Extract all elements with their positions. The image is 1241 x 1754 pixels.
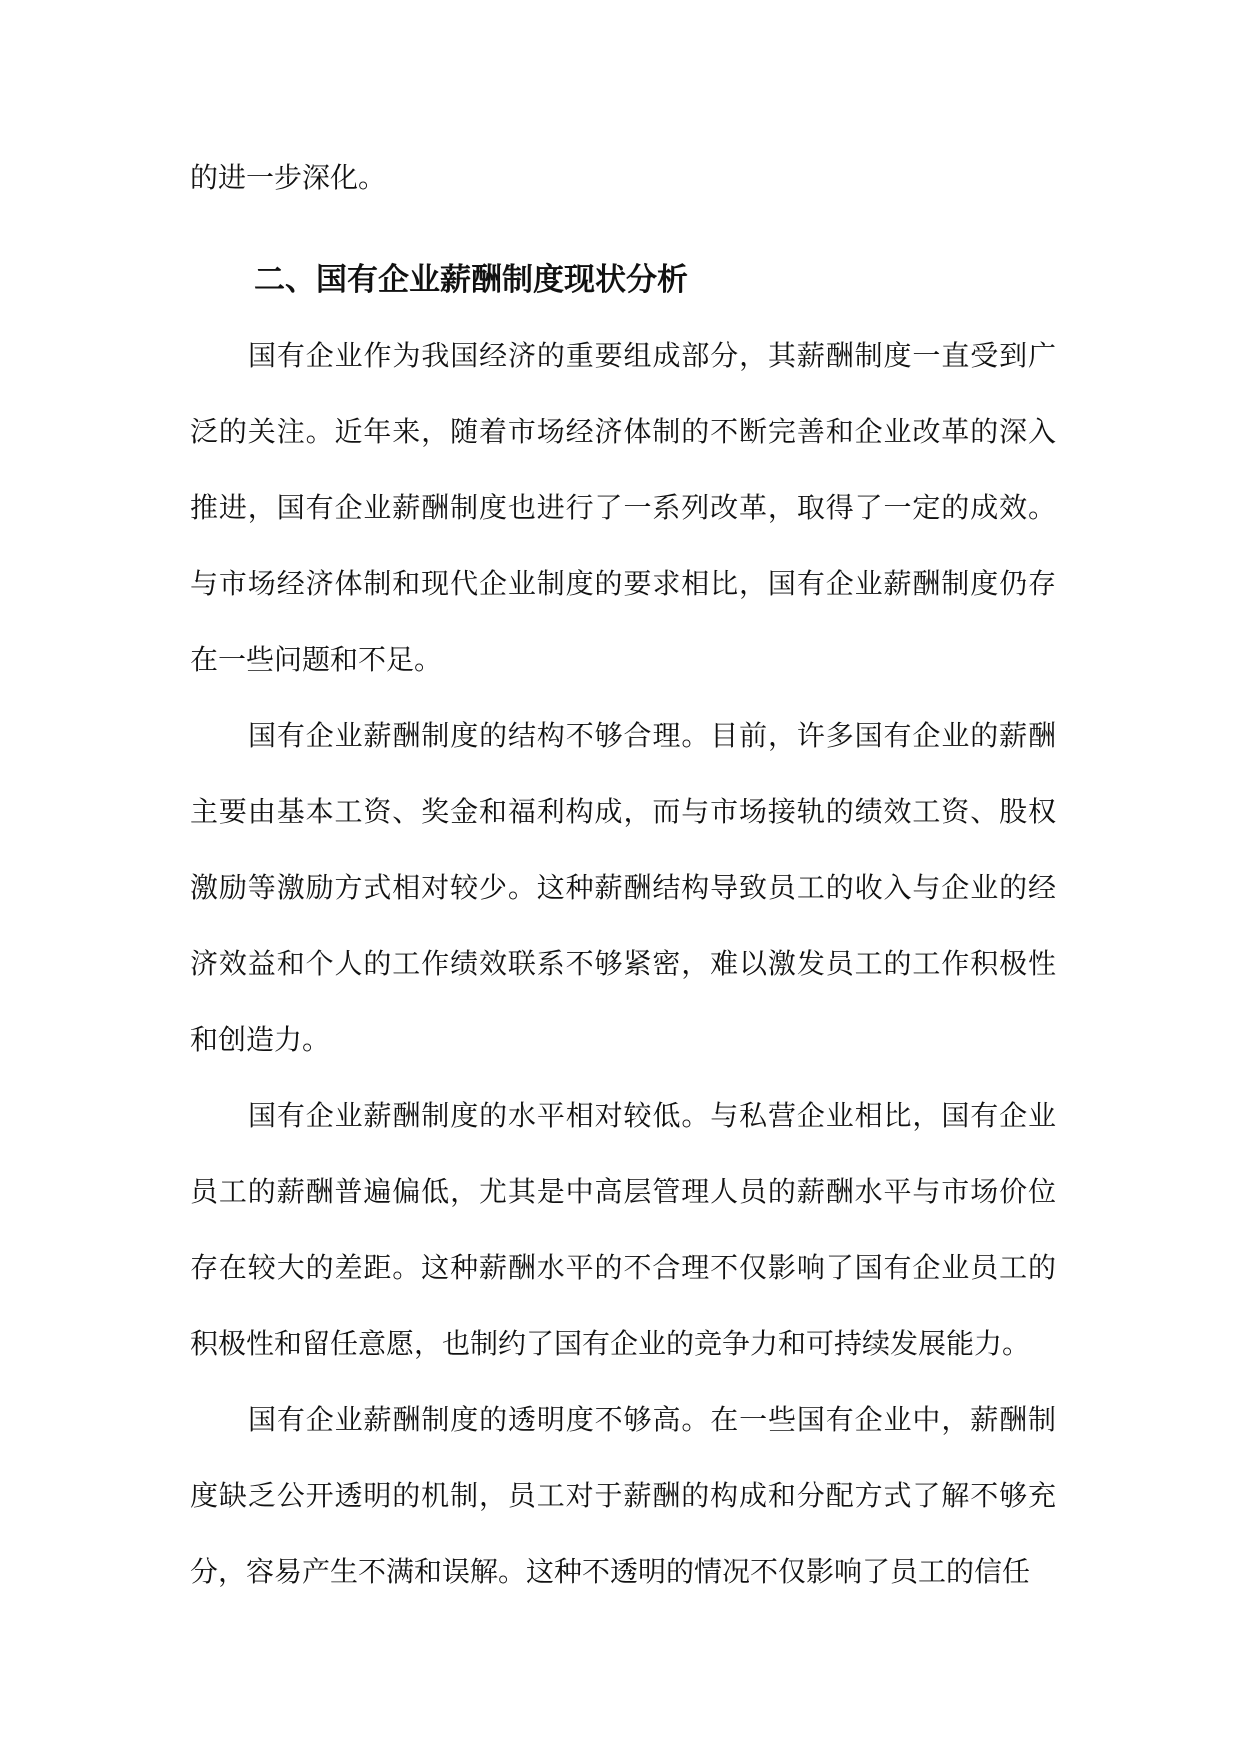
paragraph-level: 国有企业薪酬制度的水平相对较低。与私营企业相比，国有企业员工的薪酬普遍偏低，尤其是中高层管理人员的薪酬水平与市场价位存在较大的差距。这种薪酬水平的不合理不仅影响了国有企业员工的积极性和留任意愿，也制约了国有企业的竞争力和可持续发展能力。 (190, 1099, 1056, 1360)
paragraph-intro: 国有企业作为我国经济的重要组成部分，其薪酬制度一直受到广泛的关注。近年来，随着市场经济体制的不断完善和企业改革的深入推进，国有企业薪酬制度也进行了一系列改革，取得了一定的成效。与市场经济体制和现代企业制度的要求相比，国有企业薪酬制度仍存在一些问题和不足。 (190, 339, 1056, 676)
section-heading: 二、国有企业薪酬制度现状分析 (254, 262, 688, 298)
document-body (190, 140, 1056, 1610)
lead-fragment: 的进一步深化。 (190, 161, 387, 194)
paragraph-structure: 国有企业薪酬制度的结构不够合理。目前，许多国有企业的薪酬主要由基本工资、奖金和福利构成，而与市场接轨的绩效工资、股权激励等激励方式相对较少。这种薪酬结构导致员工的收入与企业的经济效益和个人的工作绩效联系不够紧密，难以激发员工的工作积极性和创造力。 (190, 719, 1056, 1056)
paragraph-transparency: 国有企业薪酬制度的透明度不够高。在一些国有企业中，薪酬制度缺乏公开透明的机制，员工对于薪酬的构成和分配方式了解不够充分，容易产生不满和误解。这种不透明的情况不仅影响了员工的信任 (190, 1403, 1056, 1588)
